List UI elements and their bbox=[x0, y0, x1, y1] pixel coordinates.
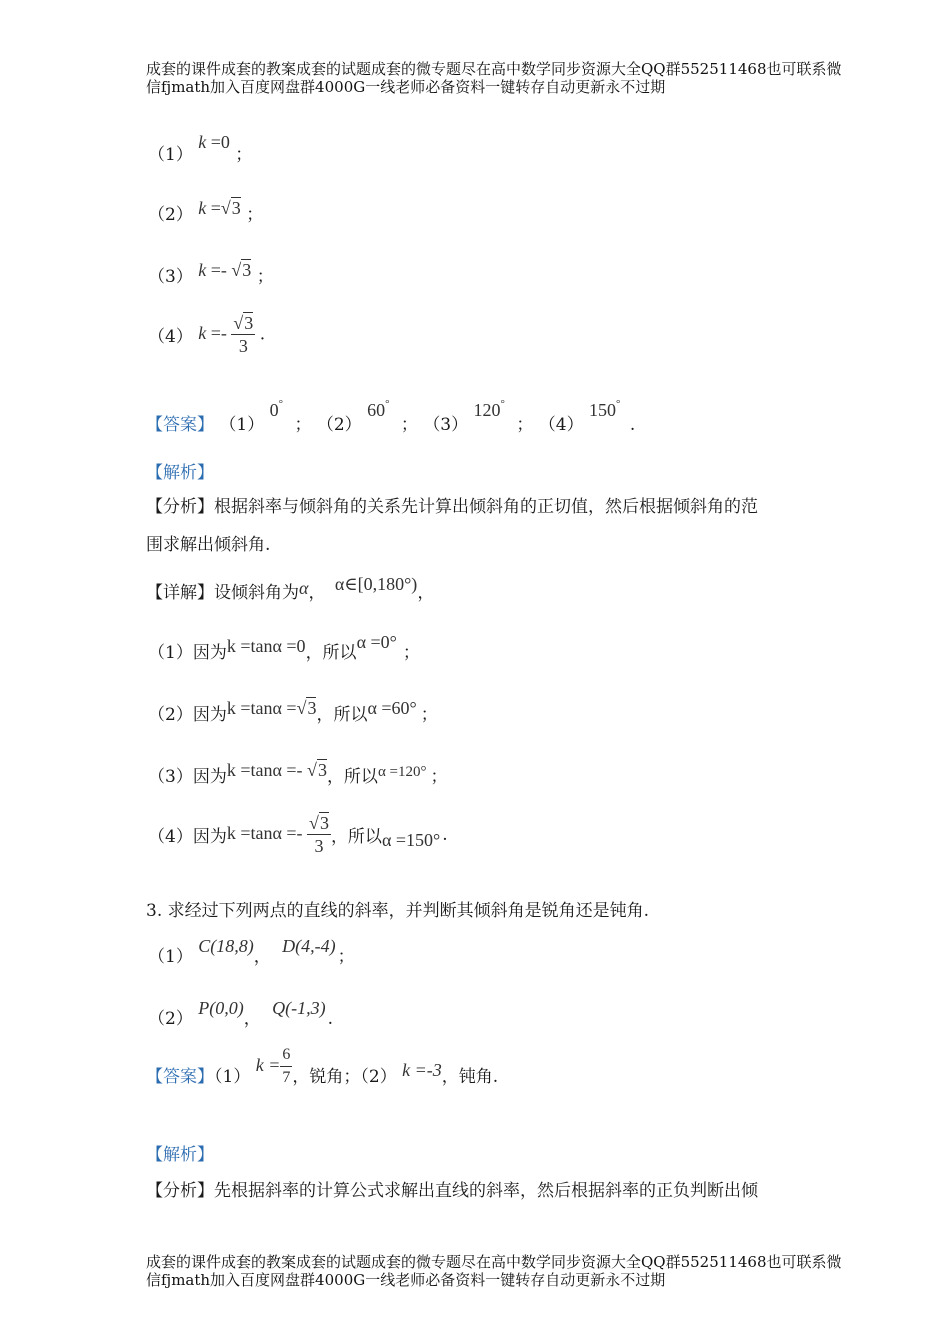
step-3-res: α =120° bbox=[377, 764, 427, 780]
step-3-end: ； bbox=[430, 767, 448, 787]
q3-sub-2-end: . bbox=[327, 1009, 334, 1029]
analysis-2-fenxi-label: 【分析】 bbox=[146, 1181, 214, 1201]
point-p: P(0,0) bbox=[198, 998, 244, 1018]
header-line-1: 成套的课件成套的教案成套的试题成套的微专题尽在高中数学同步资源大全QQ群552511468也可联系微 bbox=[146, 60, 842, 78]
step-2-end: ； bbox=[420, 705, 438, 725]
step-4-so: ，所以 bbox=[330, 827, 382, 847]
step-3-so: ，所以 bbox=[326, 767, 378, 787]
step-4-expr: k =tanα =- $\frac{√3}{3}$ bbox=[226, 813, 329, 856]
answer-1-p3: （3） bbox=[423, 415, 469, 435]
item-1-end: ； bbox=[235, 145, 253, 165]
item-2 bbox=[148, 200, 263, 225]
answer-2-k1: k = $\frac{6}{7}$ bbox=[255, 1046, 291, 1086]
step-4 bbox=[148, 812, 448, 857]
analysis-1-fenxi-text: 根据斜率与倾斜角的关系先计算出倾斜角的正切值，然后根据倾斜角的范 bbox=[214, 497, 758, 517]
item-2-end: ； bbox=[246, 205, 264, 225]
item-1-math: k =0 bbox=[198, 132, 230, 152]
point-d: D(4,-4) bbox=[282, 936, 336, 956]
alpha-symbol: α bbox=[299, 578, 309, 598]
q3-sub-1-end: ； bbox=[337, 947, 355, 967]
q3-sub-2 bbox=[148, 998, 334, 1029]
step-2-expr: k =tanα =√3 bbox=[226, 698, 317, 718]
analysis-2-fenxi bbox=[146, 1176, 758, 1201]
step-1 bbox=[148, 632, 420, 663]
analysis-2-fenxi-text: 先根据斜率的计算公式求解出直线的斜率，然后根据斜率的正负判断出倾 bbox=[214, 1181, 758, 1201]
analysis-2-label: 【解析】 bbox=[146, 1145, 214, 1165]
point-q: Q(-1,3) bbox=[272, 998, 326, 1018]
answer-1-label: 【答案】 bbox=[146, 415, 214, 435]
analysis-1-detail bbox=[146, 574, 435, 603]
analysis-1-detail-label: 【详解】 bbox=[146, 583, 214, 603]
answer-1-v4: 150° bbox=[589, 398, 621, 420]
answer-2-label: 【答案】 bbox=[146, 1067, 214, 1087]
item-3-num: （3） bbox=[148, 267, 193, 287]
step-1-expr: k =tanα =0 bbox=[226, 636, 306, 656]
analysis-1-detail-text: 设倾斜角为 bbox=[214, 583, 299, 603]
footer-line-1: 成套的课件成套的教案成套的试题成套的微专题尽在高中数学同步资源大全QQ群552511468也可联系微 bbox=[146, 1253, 842, 1271]
answer-1-v2: 60° bbox=[367, 398, 390, 420]
item-3-end: ； bbox=[256, 267, 274, 287]
detail-range-end: ， bbox=[417, 583, 435, 603]
item-1-num: （1） bbox=[148, 145, 193, 165]
q3-sub-1-num: （1） bbox=[148, 947, 193, 967]
answer-1-v3: 120° bbox=[473, 398, 505, 420]
point-c: C(18,8) bbox=[198, 936, 254, 956]
step-2 bbox=[148, 700, 438, 725]
step-4-end: . bbox=[442, 824, 448, 845]
step-2-res: α =60° bbox=[367, 698, 417, 718]
analysis-1-fenxi bbox=[146, 492, 758, 517]
answer-1-s2: ； bbox=[400, 415, 418, 435]
detail-comma: ， bbox=[308, 583, 326, 603]
answer-1-p1: （1） bbox=[219, 415, 265, 435]
step-3-expr: k =tanα =- √3 bbox=[226, 760, 327, 780]
step-1-end: ； bbox=[402, 643, 420, 663]
q3-sub-1 bbox=[148, 936, 355, 967]
answer-1-p2: （2） bbox=[316, 415, 362, 435]
item-4 bbox=[148, 312, 265, 357]
step-4-res: α =150° bbox=[381, 830, 441, 850]
step-2-so: ，所以 bbox=[316, 705, 368, 725]
item-4-end: . bbox=[259, 324, 266, 345]
item-3-math: k =- √3 bbox=[198, 260, 252, 280]
step-4-num: （4）因为 bbox=[148, 827, 227, 847]
answer-1-s1: ； bbox=[294, 415, 312, 435]
answer-2-k2: k =-3 bbox=[402, 1060, 442, 1080]
answer-1-s3: ； bbox=[516, 415, 534, 435]
answer-1 bbox=[146, 398, 636, 435]
item-1 bbox=[148, 132, 253, 165]
answer-1-p4: （4） bbox=[538, 415, 584, 435]
step-3 bbox=[148, 762, 448, 787]
analysis-1-label: 【解析】 bbox=[146, 463, 214, 483]
item-2-math: k =√3 bbox=[198, 198, 241, 218]
header-line-2: 信fjmath加入百度网盘群4000G一线老师必备资料一键转存自动更新永不过期 bbox=[146, 78, 666, 96]
answer-1-v1: 0° bbox=[269, 398, 284, 420]
footer-line-2: 信fjmath加入百度网盘群4000G一线老师必备资料一键转存自动更新永不过期 bbox=[146, 1271, 666, 1289]
item-4-num: （4） bbox=[148, 327, 193, 347]
step-2-num: （2）因为 bbox=[148, 705, 227, 725]
step-1-so: ，所以 bbox=[305, 643, 357, 663]
q3-sub-1-sep: ， bbox=[253, 947, 271, 967]
step-3-num: （3）因为 bbox=[148, 767, 227, 787]
q3-sub-2-num: （2） bbox=[148, 1009, 193, 1029]
answer-2-t2: ，钝角. bbox=[441, 1067, 499, 1087]
answer-1-s4: . bbox=[629, 415, 636, 435]
item-4-math: k =- $\frac{√3}{3}$ bbox=[198, 313, 254, 356]
alpha-range: α∈[0,180°) bbox=[334, 574, 418, 594]
analysis-1-fenxi-line-2: 围求解出倾斜角. bbox=[146, 535, 271, 555]
answer-2-p2: （2） bbox=[360, 1067, 397, 1087]
q3-title: 3. 求经过下列两点的直线的斜率，并判断其倾斜角是锐角还是钝角. bbox=[146, 901, 650, 921]
answer-2-p1: （1） bbox=[214, 1067, 251, 1087]
step-1-res: α =0° bbox=[356, 632, 397, 652]
answer-2 bbox=[146, 1046, 499, 1097]
item-2-num: （2） bbox=[148, 205, 193, 225]
item-3 bbox=[148, 262, 274, 287]
q3-sub-2-sep: ， bbox=[243, 1009, 261, 1029]
answer-2-t1: ，锐角； bbox=[292, 1067, 361, 1087]
analysis-1-fenxi-label: 【分析】 bbox=[146, 497, 214, 517]
step-1-num: （1）因为 bbox=[148, 643, 227, 663]
